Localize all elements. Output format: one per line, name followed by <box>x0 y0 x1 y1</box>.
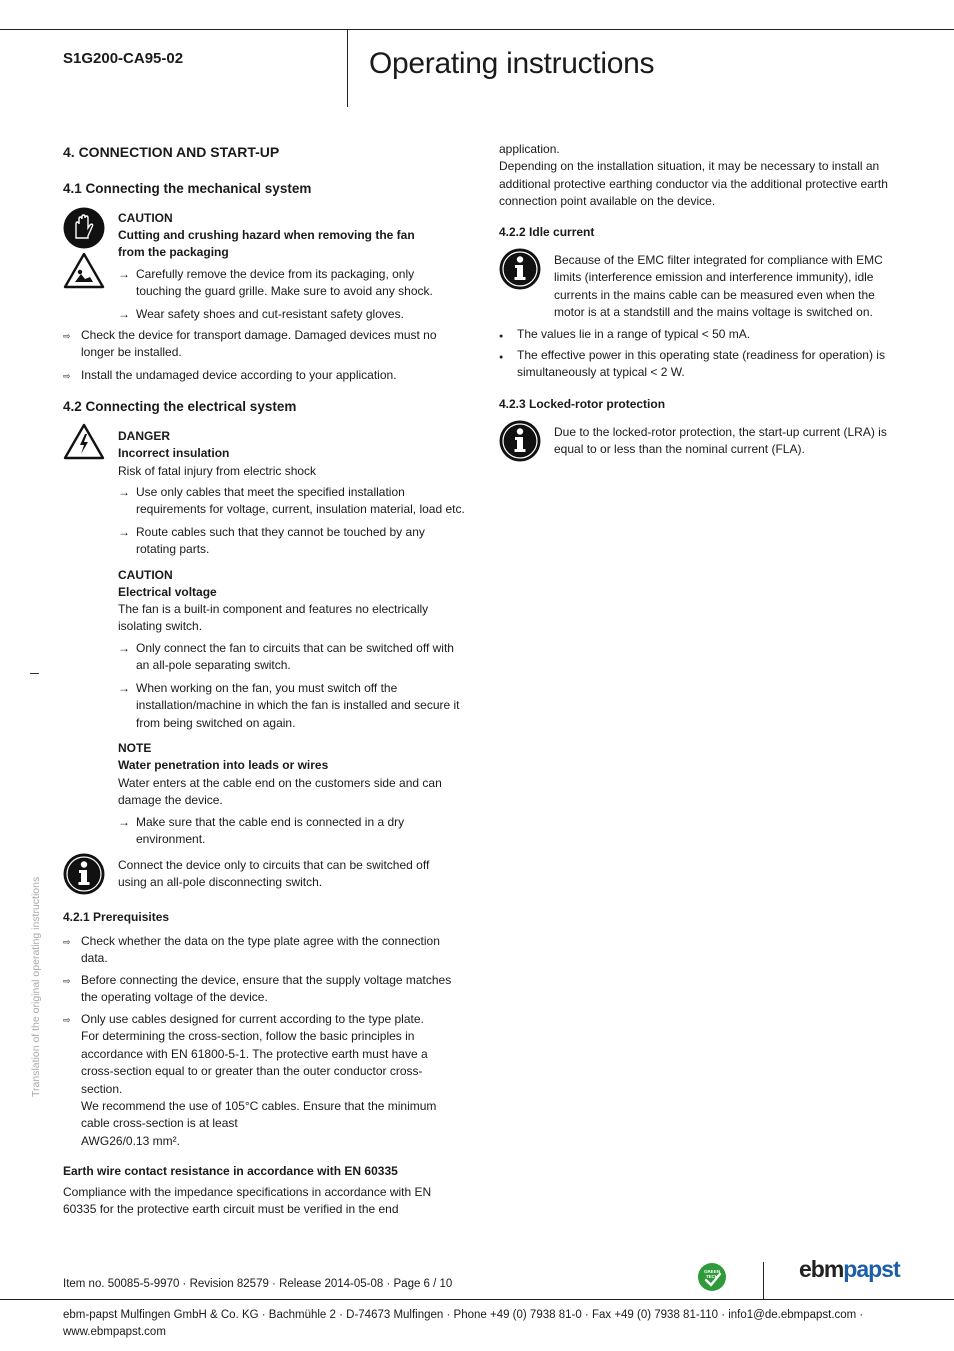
note-title: Water penetration into leads or wires <box>118 758 329 772</box>
section-heading: 4. CONNECTION AND START-UP <box>63 144 280 160</box>
footer-brand-divider <box>763 1262 764 1299</box>
list-item: → Route cables such that they cannot be touched by any rotating parts. <box>118 525 425 557</box>
safety-gloves-icon <box>63 207 105 254</box>
arrow-icon: → <box>118 681 130 695</box>
danger-title: Incorrect insulation <box>118 446 230 460</box>
header-divider <box>347 29 348 107</box>
heading-idle-current: 4.2.2 Idle current <box>499 225 595 239</box>
heading-prerequisites: 4.2.1 Prerequisites <box>63 910 170 924</box>
model-number: S1G200-CA95-02 <box>63 50 184 67</box>
greentech-logo <box>697 1262 727 1297</box>
crushing-hazard-icon <box>63 252 105 294</box>
danger-label: DANGER <box>118 429 171 443</box>
locked-rotor-text: Due to the locked-rotor protection, the start-up current (LRA) is equal to or less than the nominal current (FLA). <box>554 425 887 457</box>
check-arrow-icon: ⇨ <box>63 331 71 341</box>
heading-locked-rotor: 4.2.3 Locked-rotor protection <box>499 397 666 411</box>
list-item: → Wear safety shoes and cut-resistant safety gloves. <box>118 306 404 323</box>
continued-text: application. Depending on the installation situation, it may be necessary to install an additional protective earthing conductor via the additional protective earth connection point available on the device. <box>499 142 888 209</box>
sidebar-note: Translation of the original operating instructions <box>30 876 42 1097</box>
footer-rule <box>0 1299 954 1300</box>
arrow-icon: → <box>118 815 130 829</box>
arrow-icon: → <box>118 307 130 321</box>
list-item: ⇨ Only use cables designed for current according to the type plate. For determining the cross-section, follow the basic principles in accordance with EN 61800-5-1. The protective earth must have a cross-section equal to or greater than the outer conductor cross- section. We recommend the use of 105°C cables. Ensure that the minimum cable cross-section is at least AWG26/0.13 mm². <box>63 1012 437 1148</box>
mech-caution-label: CAUTION <box>118 211 173 225</box>
page-title: Operating instructions <box>369 47 655 80</box>
list-item: ⇨ Before connecting the device, ensure that the supply voltage matches the operating voltage of the device. <box>63 973 452 1005</box>
elec-caution-label: CAUTION <box>118 568 173 582</box>
list-item: ⇨ Check the device for transport damage. Damaged devices must no longer be installed. <box>63 328 437 360</box>
ebmpapst-logo: ebmpapst <box>799 1256 900 1282</box>
note-text: Water enters at the cable end on the customers side and can damage the device. <box>118 776 442 808</box>
elec-caution-title: Electrical voltage <box>118 585 217 599</box>
bullet-icon: ● <box>499 354 504 361</box>
list-item: → Carefully remove the device from its packaging, only touching the guard grille. Make sure to avoid any shock. <box>118 267 433 299</box>
bullet-icon: ● <box>499 333 504 340</box>
check-arrow-icon: ⇨ <box>63 976 71 986</box>
list-item: ⇨ Install the undamaged device according to your application. <box>63 367 397 384</box>
header-top-rule <box>0 29 954 30</box>
check-arrow-icon: ⇨ <box>63 1015 71 1025</box>
info-icon <box>499 420 541 467</box>
earth-text: Compliance with the impedance specifications in accordance with EN 60335 for the protective earth circuit must be verified in the end <box>63 1185 432 1217</box>
info-icon <box>499 248 541 295</box>
heading-mechanical: 4.1 Connecting the mechanical system <box>63 181 312 196</box>
heading-electrical: 4.2 Connecting the electrical system <box>63 399 297 414</box>
list-item: → Use only cables that meet the specified installation requirements for voltage, current, insulation material, load etc. <box>118 485 465 517</box>
list-item: → Make sure that the cable end is connected in a dry environment. <box>118 815 405 847</box>
arrow-icon: → <box>118 485 130 499</box>
check-arrow-icon: ⇨ <box>63 937 71 947</box>
mech-caution-title: Cutting and crushing hazard when removing the fan <box>118 228 415 242</box>
danger-text: Risk of fatal injury from electric shock <box>118 464 317 478</box>
idle-info-text: Because of the EMC filter integrated for compliance with EMC limits (interference emission and interference immunity), idle currents in the mains cable can be measured even when the motor is at a standstill and the mains voltage is switched on. <box>554 253 883 320</box>
list-item: ● The effective power in this operating state (readiness for operation) is simultaneously at typical < 2 W. <box>499 348 885 380</box>
footer-item-line: Item no. 50085-5-9970 · Revision 82579 · Release 2014-05-08 · Page 6 / 10 <box>63 1278 453 1290</box>
list-item: ⇨ Check whether the data on the type plate agree with the connection data. <box>63 934 440 966</box>
margin-tick <box>30 673 39 674</box>
high-voltage-icon <box>63 423 105 465</box>
list-item: ● The values lie in a range of typical < 50 mA. <box>499 326 750 343</box>
note-label: NOTE <box>118 741 152 755</box>
mech-caution-title-2: from the packaging <box>118 245 229 259</box>
list-item: → Only connect the fan to circuits that can be switched off with an all-pole separating switch. <box>118 641 454 673</box>
footer-address: ebm-papst Mulfingen GmbH & Co. KG · Bachmühle 2 · D-74673 Mulfingen · Phone +49 (0) 7938 81-0 · Fax +49 (0) 7938 81-110 · info1@de.ebmpapst.com · www.ebmpapst.com <box>63 1309 864 1339</box>
info-text: Connect the device only to circuits that can be switched off using an all-pole disconnecting switch. <box>118 858 430 890</box>
list-item: → When working on the fan, you must switch off the installation/machine in which the fan is installed and secure it from being switched on again. <box>118 681 460 730</box>
info-icon <box>63 853 105 900</box>
arrow-icon: → <box>118 641 130 655</box>
arrow-icon: → <box>118 267 130 281</box>
elec-caution-text: The fan is a built-in component and features no electrically isolating switch. <box>118 602 429 634</box>
heading-earth-wire: Earth wire contact resistance in accordance with EN 60335 <box>63 1164 398 1178</box>
check-arrow-icon: ⇨ <box>63 371 71 381</box>
greentech-text-2: TECH <box>705 1274 719 1279</box>
greentech-text: GREEN <box>703 1269 721 1274</box>
arrow-icon: → <box>118 525 130 539</box>
